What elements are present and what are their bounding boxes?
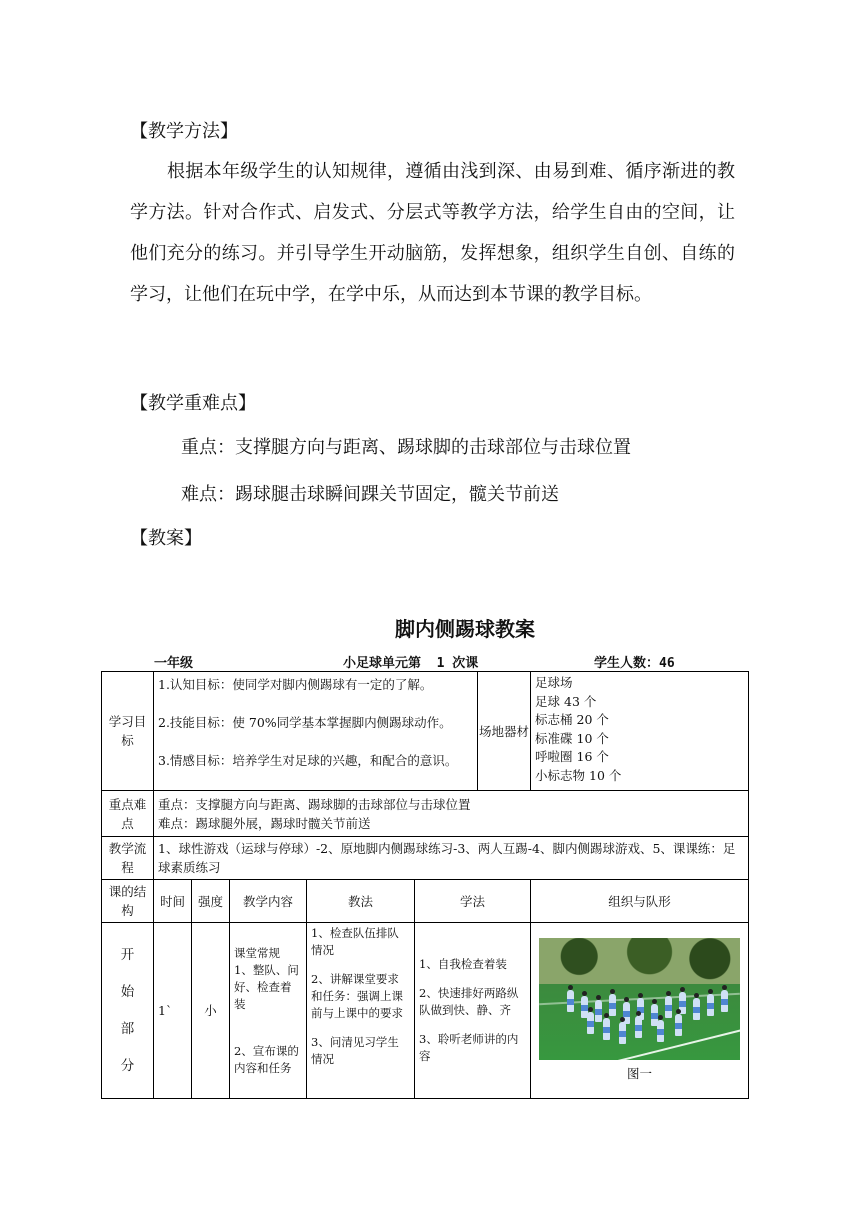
- time-cell: 1`: [154, 923, 192, 1099]
- lesson-plan-title: 脚内侧踢球教案: [395, 617, 535, 641]
- equipment-item: 标准碟 10 个: [535, 730, 609, 746]
- header-content: 教学内容: [230, 880, 307, 923]
- header-time: 时间: [154, 880, 192, 923]
- keypoints-heading: 【教学重难点】: [130, 393, 256, 414]
- header-teaching: 教法: [307, 880, 415, 923]
- teaching-cell: 1、检查队伍排队情况 2、讲解课堂要求和任务：强调上课前与上课中的要求 3、问清见习学生情况: [307, 923, 415, 1099]
- organization-cell: [531, 923, 749, 1099]
- structure-cell: 开 始 部 分: [102, 923, 154, 1099]
- keypoints-label: 重点难点: [102, 791, 154, 837]
- goals-label: 学习目标: [102, 672, 154, 791]
- process-label: 教学流程: [102, 837, 154, 880]
- equipment-item: 呼啦圈 16 个: [535, 749, 609, 764]
- header-learning: 学法: [415, 880, 531, 923]
- goals-cell: [154, 672, 531, 791]
- equipment-item: 足球场: [535, 675, 573, 690]
- difficult-point: 难点：踢球腿击球瞬间踝关节固定，髋关节前送: [181, 484, 559, 505]
- learning-cell: 1、自我检查着装 2、快速排好两路纵队做到快、静、齐 3、聆听老师讲的内容: [415, 923, 531, 1099]
- content-cell: 课堂常规 1、整队、问好、检查着装 2、宣布课的内容和任务: [230, 923, 307, 1099]
- equipment-item: 小标志物 10 个: [535, 767, 622, 783]
- header-structure: 课的结构: [102, 880, 154, 923]
- key-point: 重点：支撑腿方向与距离、踢球脚的击球部位与击球位置: [181, 437, 631, 458]
- keypoint-item: 难点：踢球腿外展，踢球时髋关节前送: [158, 815, 371, 831]
- photo-caption: 图一: [627, 1066, 653, 1081]
- goal-item: 1.认知目标：使同学对脚内侧踢球有一定的了解。: [158, 677, 433, 692]
- formation-photo: [539, 938, 740, 1060]
- student-count: 学生人数：46: [594, 656, 675, 671]
- unit-label: 小足球单元第 1 次课: [343, 656, 479, 671]
- goal-item: 3.情感目标：培养学生对足球的兴趣，和配合的意识。: [158, 753, 458, 768]
- intensity-cell: 小: [192, 923, 230, 1099]
- header-organization: 组织与队形: [531, 880, 749, 923]
- keypoint-item: 重点：支撑腿方向与距离、踢球脚的击球部位与击球位置: [158, 796, 471, 812]
- equipment-label: 场地器材: [479, 723, 530, 739]
- header-intensity: 强度: [192, 880, 230, 923]
- grade-label: 一年级: [154, 656, 194, 671]
- plan-heading: 【教案】: [130, 528, 202, 549]
- lesson-plan-table: [101, 671, 749, 1099]
- equipment-list: [531, 672, 749, 791]
- keypoints-cell: [154, 791, 749, 837]
- method-paragraph: 根据本年级学生的认知规律，遵循由浅到深、由易到难、循序渐进的教学方法。针对合作式、启发式、分层式等教学方法，给学生自由的空间，让他们充分的练习。并引导学生开动脑筋，发挥想象，组织学生自创、自练的学习，让他们在玩中学，在学中乐，从而达到本节课的教学目标。: [130, 161, 735, 305]
- equipment-item: 标志桶 20 个: [535, 712, 609, 727]
- process-cell: 1、球性游戏（运球与停球）-2、原地脚内侧踢球练习-3、两人互踢-4、脚内侧踢球游戏、5、课课练：足球素质练习: [154, 837, 749, 880]
- equipment-item: 足球 43 个: [535, 693, 597, 709]
- goal-item: 2.技能目标：使 70%同学基本掌握脚内侧踢球动作。: [158, 715, 452, 730]
- method-heading: 【教学方法】: [130, 121, 238, 142]
